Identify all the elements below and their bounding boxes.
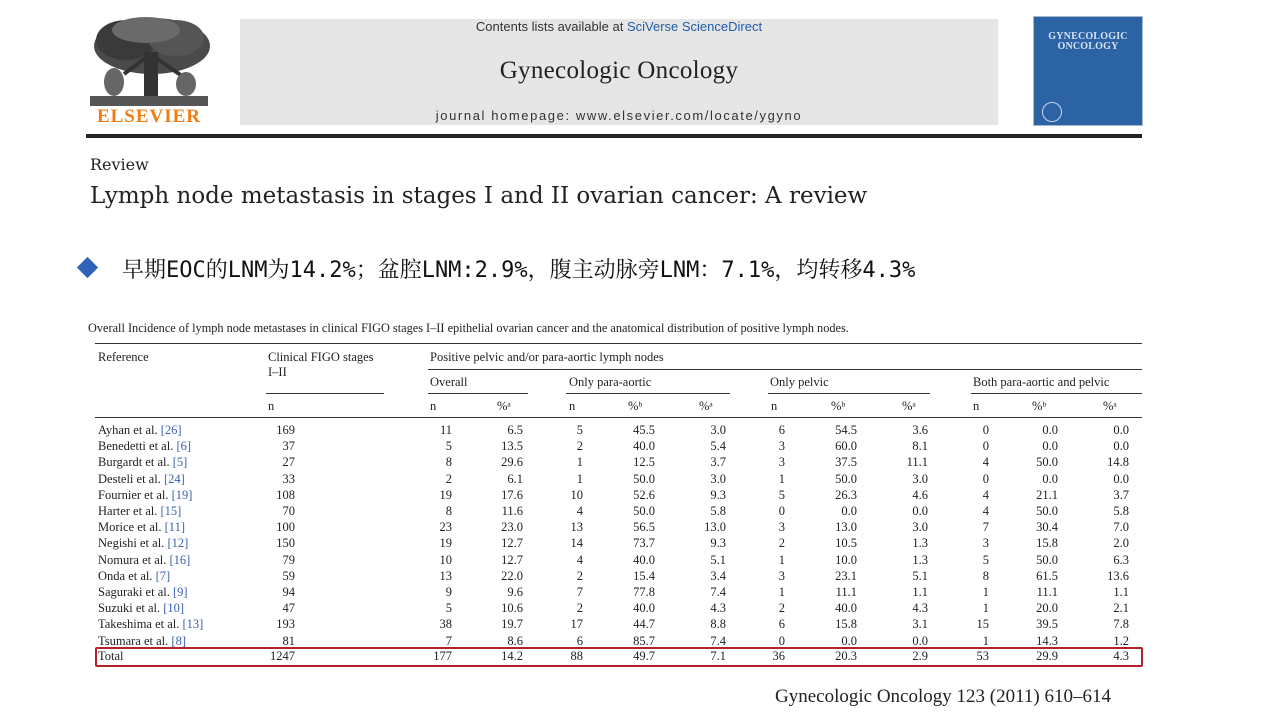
journal-homepage[interactable]: journal homepage: www.elsevier.com/locate/ygyno [435,108,803,123]
subheader-pct-b: %ᵇ [1032,399,1047,413]
citation-link[interactable]: [6] [176,439,192,454]
table-cell-pa-b: 50.0 [633,471,655,486]
table-cell-pa-a: 8.8 [710,617,726,632]
table-cell-pe-n: 0 [778,504,785,518]
header-stages-range: I–II [268,365,287,379]
table-cell-pa-b: 40.0 [633,439,655,454]
header-only-para: Only para-aortic [569,375,652,389]
table-cell-n: 70 [282,504,295,518]
table-cell-bo-a: 0.0 [1113,471,1129,486]
tree-icon [86,16,212,108]
table-cell-o-n: 13 [439,568,452,583]
table-cell-pe-a: 1.1 [912,585,928,599]
table-cell-pe-a: 5.1 [912,568,928,583]
reference-name: Nomura et al. [98,552,170,567]
table-cell-pe-n: 6 [778,617,785,632]
table-row-reference [98,568,170,584]
table-cell-bo-b: 15.8 [1036,536,1058,551]
subheader-n: n [771,399,778,413]
table-cell-bo-n: 0 [982,471,989,486]
table-cell-pa-n: 2 [576,568,583,583]
table-cell-pe-n: 2 [778,536,785,551]
citation-link[interactable]: [7] [155,568,171,583]
table-cell-n: 100 [276,520,295,535]
table-cell-o-p: 13.5 [501,439,523,454]
table-cell-n: 1247 [270,649,295,663]
table-cell-bo-b: 11.1 [1036,585,1058,599]
header-reference: Reference [98,350,149,364]
table-cell-pe-b: 40.0 [835,601,857,616]
table-cell-pa-n: 1 [576,455,583,470]
table-cell-o-p: 6.5 [507,423,523,437]
table-cell-n: 33 [282,471,295,486]
table-cell-bo-b: 61.5 [1036,568,1058,583]
subheader-pct-a: %ᵃ [699,399,713,413]
table-cell-o-p: 11.6 [501,504,523,518]
table-row-reference [98,616,203,632]
table-cell-bo-b: 20.0 [1036,601,1058,616]
table-row-reference [98,535,188,551]
table-cell-pe-n: 0 [778,633,785,648]
table-cell-bo-b: 0.0 [1042,439,1058,454]
citation-link[interactable]: [12] [167,536,189,551]
table-cell-pa-n: 17 [570,617,583,632]
table-cell-bo-n: 4 [982,455,989,470]
reference-name: Desteli et al. [98,471,164,486]
table-cell-pa-b: 44.7 [633,617,655,632]
table-cell-bo-a: 6.3 [1113,552,1129,567]
table-cell-bo-a: 14.8 [1107,455,1129,470]
table-cell-o-p: 23.0 [501,520,523,535]
diamond-bullet-icon [77,257,98,278]
table-cell-bo-n: 3 [982,536,989,551]
table-cell-bo-b: 50.0 [1036,455,1058,470]
table-cell-pa-n: 4 [576,504,583,518]
subheader-n: n [430,399,437,413]
table-cell-o-n: 38 [439,617,452,632]
table-cell-pa-a: 7.4 [710,633,726,648]
table-cell-pa-a: 9.3 [710,536,726,551]
table-cell-pe-n: 1 [778,585,785,599]
table-cell-pe-b: 15.8 [835,617,857,632]
citation-link[interactable]: [10] [163,601,185,616]
table-cell-pa-a: 13.0 [704,520,726,535]
bullet-text: 早期EOC的LNM为14.2%；盆腔LNM:2.9%，腹主动脉旁LNM：7.1%，均转移4.3% [122,258,916,283]
table-cell-bo-a: 7.8 [1113,617,1129,632]
table-row-reference [98,519,185,535]
reference-name: Tsumara et al. [98,633,172,648]
table-cell-bo-b: 30.4 [1036,520,1058,535]
table-cell-pa-b: 56.5 [633,520,655,535]
citation-link[interactable]: [11] [164,520,186,535]
header-positive: Positive pelvic and/or para-aortic lymph nodes [430,350,664,364]
table-cell-pa-b: 52.6 [633,487,655,502]
table-row-reference [98,600,184,616]
table-cell-n: 108 [276,487,295,502]
table-cell-pe-n: 3 [778,455,785,470]
reference-name: Saguraki et al. [98,585,173,599]
table-cell-bo-b: 50.0 [1036,552,1058,567]
subheader-pct-a: %ᵃ [497,399,511,413]
reference-name: Takeshima et al. [98,617,183,632]
table-cell-pe-b: 20.3 [835,649,857,663]
subheader-pct-b: %ᵇ [628,399,643,413]
cover-title [1034,32,1142,52]
table-cell-pe-n: 3 [778,568,785,583]
table-cell-pe-n: 5 [778,487,785,502]
table-cell-o-p: 6.1 [507,471,523,486]
table-cell-pa-n: 2 [576,439,583,454]
table-row-reference [98,487,192,503]
table-cell-pa-a: 3.7 [710,455,726,470]
table-cell-pe-n: 1 [778,471,785,486]
table-cell-pe-a: 1.3 [912,552,928,567]
table-cell-n: 27 [282,455,295,470]
table-cell-pe-b: 10.0 [835,552,857,567]
table-cell-o-n: 23 [439,520,452,535]
table-cell-pe-b: 60.0 [835,439,857,454]
table-cell-pa-n: 6 [576,633,583,648]
table-cell-pe-b: 10.5 [835,536,857,551]
table-cell-bo-n: 4 [982,504,989,518]
table-cell-pa-a: 5.1 [710,552,726,567]
table-cell-pe-b: 0.0 [841,633,857,648]
table-cell-pe-a: 2.9 [912,649,928,663]
table-cell-pe-b: 23.1 [835,568,857,583]
table-cell-pa-n: 88 [570,649,583,663]
citation-link[interactable]: [5] [172,455,188,470]
table-cell-o-n: 7 [445,633,452,648]
table-caption: Overall Incidence of lymph node metastases in clinical FIGO stages I–II epithelial ovarian cancer and the anatomical distribution of positive lymph nodes. [88,321,849,335]
subheader-n: n [569,399,576,413]
table-cell-pe-a: 4.3 [912,601,928,616]
table-cell-o-n: 11 [439,423,452,437]
table-cell-pe-n: 1 [778,552,785,567]
table-cell-pe-b: 11.1 [835,585,857,599]
table-cell-pe-a: 0.0 [912,504,928,518]
table-cell-pa-b: 40.0 [633,552,655,567]
table-cell-pe-b: 37.5 [835,455,857,470]
reference-name: Fournier et al. [98,487,172,502]
table-cell-bo-a: 13.6 [1107,568,1129,583]
table-row-reference [98,552,190,568]
table-cell-bo-a: 7.0 [1113,520,1129,535]
table-cell-pa-n: 2 [576,601,583,616]
table-cell-pe-n: 3 [778,520,785,535]
table-cell-o-p: 9.6 [507,585,523,599]
table-top-rule [95,343,1142,344]
table-cell-o-p: 8.6 [507,633,523,648]
reference-name: Onda et al. [98,568,156,583]
table-cell-o-n: 8 [445,504,452,518]
contents-line [240,19,998,34]
total-row-highlight [95,647,1143,667]
table-cell-pa-n: 7 [576,585,583,599]
table-cell-pe-b: 13.0 [835,520,857,535]
table-cell-bo-n: 15 [976,617,989,632]
sciencedirect-link[interactable]: SciVerse ScienceDirect [626,19,763,34]
table-cell-pe-a: 4.6 [912,487,928,502]
citation-link[interactable]: [8] [171,633,186,648]
table-cell-bo-n: 1 [982,601,989,616]
para-rule [566,393,730,394]
table-cell-bo-a: 2.1 [1113,601,1129,616]
section-label: Review [90,155,149,174]
table-cell-n: 59 [282,568,295,583]
table-cell-pa-a: 7.4 [710,585,726,599]
reference-name: Suzuki et al. [98,601,164,616]
reference-name: Benedetti et al. [98,439,177,454]
header-only-pelvic: Only pelvic [770,375,829,389]
table-cell-pe-b: 0.0 [841,504,857,518]
table-cell-bo-a: 0.0 [1113,439,1129,454]
table-cell-o-n: 9 [445,585,452,599]
table-cell-bo-n: 7 [982,520,989,535]
table-cell-o-n: 2 [445,471,452,486]
subheader-pct-a: %ᵃ [902,399,916,413]
reference-name: Harter et al. [98,504,161,518]
table-cell-bo-b: 50.0 [1036,504,1058,518]
table-cell-bo-b: 21.1 [1036,487,1058,502]
header-overall: Overall [430,375,468,389]
table-cell-bo-n: 8 [982,568,989,583]
table-cell-o-p: 14.2 [501,649,523,663]
table-cell-o-p: 10.6 [501,601,523,616]
table-cell-o-p: 12.7 [501,552,523,567]
citation-link[interactable]: [19] [171,487,193,502]
table-row-reference [98,471,185,487]
table-row-reference [98,584,188,600]
table-cell-o-p: 12.7 [501,536,523,551]
table-cell-pe-a: 3.6 [912,423,928,437]
citation-link[interactable]: [9] [172,585,188,599]
table-cell-o-p: 19.7 [501,617,523,632]
citation-link[interactable]: [15] [160,504,182,518]
cover-emblem-icon [1042,102,1062,122]
subheader-n: n [268,399,275,413]
table-cell-bo-a: 1.1 [1113,585,1129,599]
table-cell-pa-b: 15.4 [633,568,655,583]
table-cell-n: 94 [282,585,295,599]
table-cell-pe-a: 0.0 [912,633,928,648]
table-cell-bo-n: 53 [976,649,989,663]
table-cell-pe-a: 11.1 [906,455,928,470]
table-cell-pa-n: 4 [576,552,583,567]
both-rule [971,393,1142,394]
table-cell-o-n: 19 [439,487,452,502]
table-cell-pe-b: 54.5 [835,423,857,437]
table-cell-pa-a: 5.4 [710,439,726,454]
table-cell-o-p: 29.6 [501,455,523,470]
table-cell-pa-a: 3.0 [710,471,726,486]
journal-name: Gynecologic Oncology [499,57,739,84]
table-cell-n: 150 [276,536,295,551]
table-cell-pa-a: 9.3 [710,487,726,502]
table-cell-pa-n: 13 [570,520,583,535]
table-cell-bo-b: 0.0 [1042,471,1058,486]
table-cell-bo-a: 2.0 [1113,536,1129,551]
table-cell-o-n: 5 [445,439,452,454]
table-cell-pe-a: 1.3 [912,536,928,551]
table-cell-bo-b: 29.9 [1036,649,1058,663]
table-cell-n: 169 [276,423,295,437]
table-cell-pa-a: 7.1 [710,649,726,663]
header-stages: Clinical FIGO stages [268,350,374,364]
table-cell-pe-n: 3 [778,439,785,454]
table-cell-bo-n: 0 [982,439,989,454]
table-cell-n: 81 [282,633,295,648]
table-cell-pa-b: 50.0 [633,504,655,518]
citation-link[interactable]: [13] [182,617,204,632]
overall-rule [428,393,528,394]
table-cell-pe-n: 36 [772,649,785,663]
reference-name: Morice et al. [98,520,165,535]
header-both: Both para-aortic and pelvic [973,375,1110,389]
table-cell-bo-a: 5.8 [1113,504,1129,518]
subheader-pct-a: %ᵃ [1103,399,1117,413]
table-cell-pa-b: 40.0 [633,601,655,616]
table-cell-bo-a: 1.2 [1113,633,1129,648]
table-cell-pa-a: 5.8 [710,504,726,518]
table-cell-pa-b: 73.7 [633,536,655,551]
header-rule [86,134,1142,138]
table-cell-bo-b: 0.0 [1042,423,1058,437]
citation-link[interactable]: [24] [163,471,185,486]
table-header-bottom-rule [95,417,1142,418]
table-cell-n: 79 [282,552,295,567]
table-cell-bo-b: 39.5 [1036,617,1058,632]
stages-rule [266,393,384,394]
table-cell-pe-a: 3.1 [912,617,928,632]
table-cell-n: 37 [282,439,295,454]
table-cell-bo-a: 4.3 [1113,649,1129,663]
publisher-logo-text: ELSEVIER [96,106,202,127]
reference-name: Negishi et al. [98,536,168,551]
table-cell-pa-n: 14 [570,536,583,551]
table-cell-pe-n: 6 [778,423,785,437]
table-cell-pa-a: 3.4 [710,568,726,583]
table-cell-pa-n: 1 [576,471,583,486]
journal-banner [240,19,998,125]
table-cell-pe-b: 50.0 [835,471,857,486]
table-cell-o-p: 17.6 [501,487,523,502]
citation-link[interactable]: [26] [160,423,182,437]
journal-cover [1033,16,1143,126]
table-row-reference [98,438,191,454]
subheader-n: n [973,399,980,413]
pelvic-rule [768,393,930,394]
table-cell-pa-n: 10 [570,487,583,502]
citation-link[interactable]: [16] [169,552,191,567]
journal-citation: Gynecologic Oncology 123 (2011) 610–614 [775,686,1111,707]
table-cell-o-n: 177 [433,649,452,663]
table-cell-pe-a: 3.0 [912,471,928,486]
table-cell-pa-n: 5 [576,423,583,437]
table-cell-o-n: 5 [445,601,452,616]
table-cell-bo-n: 1 [982,585,989,599]
table-cell-pe-b: 26.3 [835,487,857,502]
subheader-pct-b: %ᵇ [831,399,846,413]
cover-title-line2: ONCOLOGY [1057,41,1119,52]
table-cell-pa-b: 85.7 [633,633,655,648]
cover-title-line1: GYNECOLOGIC [1048,31,1128,42]
reference-name: Ayhan et al. [98,423,161,437]
table-cell-bo-n: 5 [982,552,989,567]
table-row-reference [98,503,181,519]
table-cell-pe-a: 3.0 [912,520,928,535]
positive-span-rule [428,369,1142,370]
table-cell-pa-a: 4.3 [710,601,726,616]
table-cell-n: 193 [276,617,295,632]
contents-prefix: Contents lists available at [475,19,627,34]
table-cell-n: 47 [282,601,295,616]
table-cell-pa-b: 49.7 [633,649,655,663]
table-cell-o-n: 19 [439,536,452,551]
reference-name: Burgardt et al. [98,455,173,470]
table-cell-o-n: 8 [445,455,452,470]
table-cell-pa-b: 45.5 [633,423,655,437]
table-cell-pa-b: 77.8 [633,585,655,599]
table-row-reference [98,422,182,438]
table-cell-bo-b: 14.3 [1036,633,1058,648]
table-cell-bo-n: 0 [982,423,989,437]
table-cell-pa-b: 12.5 [633,455,655,470]
table-cell-bo-n: 1 [982,633,989,648]
table-cell-bo-a: 3.7 [1113,487,1129,502]
table-cell-bo-n: 4 [982,487,989,502]
table-cell-pe-n: 2 [778,601,785,616]
table-cell-bo-a: 0.0 [1113,423,1129,437]
table-cell-pa-a: 3.0 [710,423,726,437]
table-row-reference [98,454,187,470]
table-cell-o-n: 10 [439,552,452,567]
article-title: Lymph node metastasis in stages I and II ovarian cancer: A review [90,183,868,209]
reference-name: Total [98,649,124,663]
table-cell-pe-a: 8.1 [912,439,928,454]
table-cell-o-p: 22.0 [501,568,523,583]
